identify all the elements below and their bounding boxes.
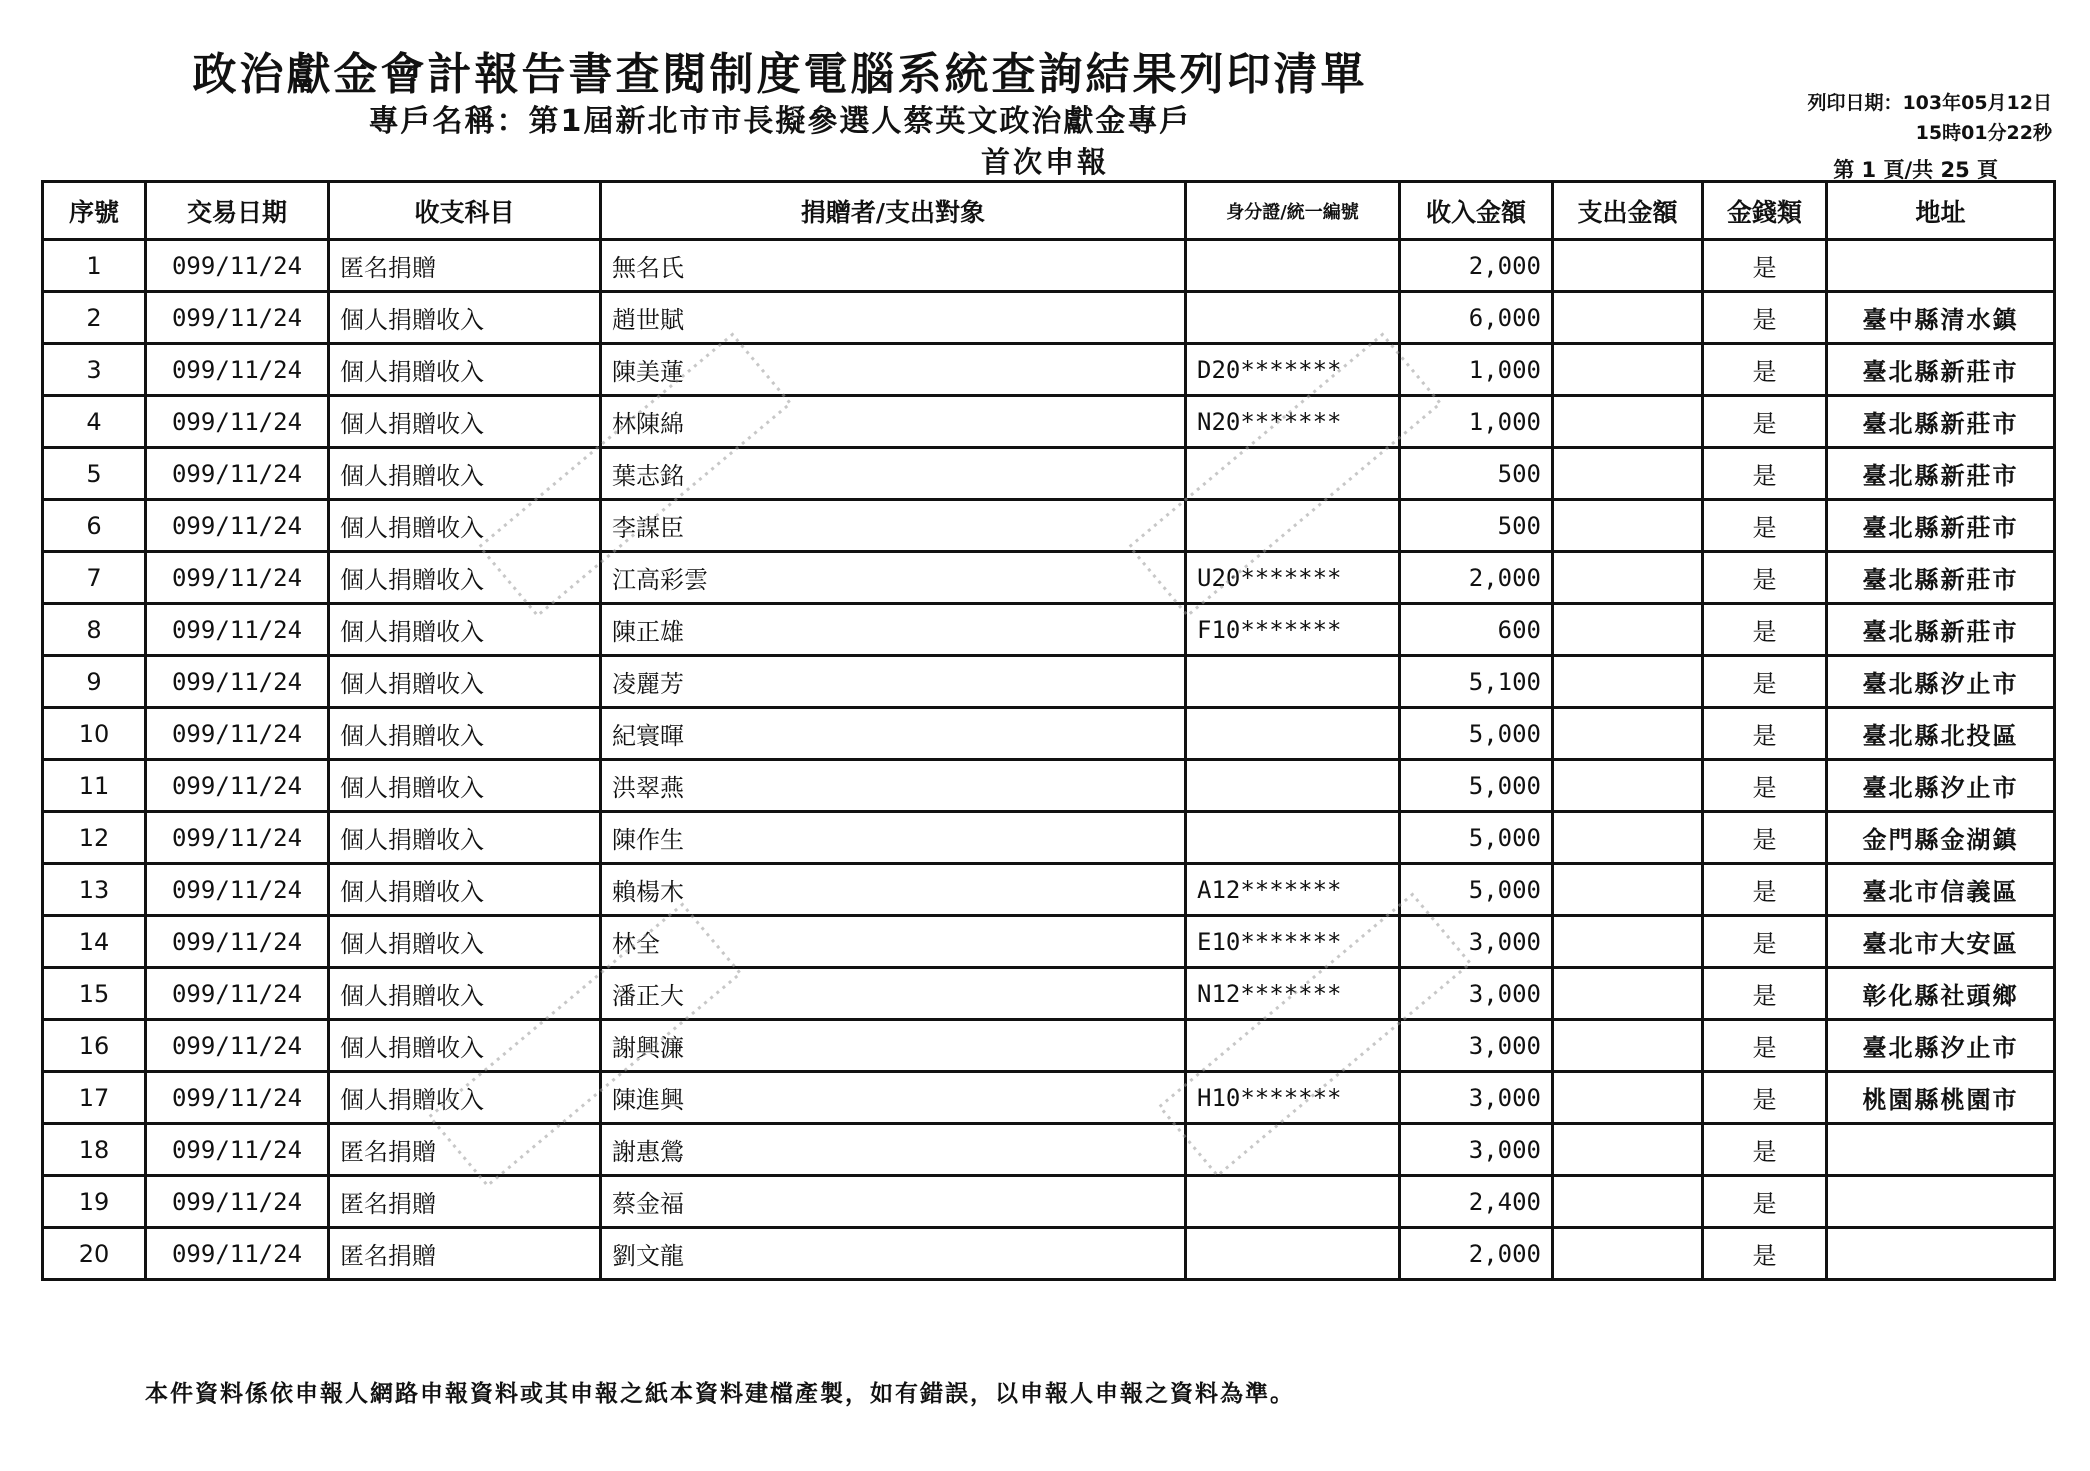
table-row	[43, 1020, 2055, 1072]
cell-donor: 凌麗芳	[601, 656, 1186, 708]
cell-category: 個人捐贈收入	[329, 1072, 601, 1124]
cell-no: 1	[43, 240, 146, 292]
table-row	[43, 968, 2055, 1020]
cell-cash: 是	[1703, 708, 1827, 760]
print-time-line2: 15時01分22秒	[1915, 122, 2052, 144]
cell-cash: 是	[1703, 812, 1827, 864]
cell-date: 099/11/24	[146, 604, 329, 656]
cell-date: 099/11/24	[146, 1124, 329, 1176]
cell-donor: 賴楊木	[601, 864, 1186, 916]
cell-date: 099/11/24	[146, 968, 329, 1020]
cell-address	[1827, 1176, 2055, 1228]
cell-cash: 是	[1703, 292, 1827, 344]
cell-id	[1186, 708, 1400, 760]
cell-id: F10*******	[1186, 604, 1400, 656]
cell-id	[1186, 656, 1400, 708]
cell-category: 個人捐贈收入	[329, 604, 601, 656]
cell-address: 臺北縣新莊市	[1827, 500, 2055, 552]
cell-income: 5,000	[1400, 812, 1553, 864]
cell-date: 099/11/24	[146, 240, 329, 292]
cell-donor: 陳美蓮	[601, 344, 1186, 396]
cell-donor: 陳作生	[601, 812, 1186, 864]
cell-income: 500	[1400, 500, 1553, 552]
cell-expense	[1553, 604, 1703, 656]
filing-type: 首次申報	[980, 145, 1109, 179]
cell-address	[1827, 1228, 2055, 1280]
cell-expense	[1553, 1020, 1703, 1072]
cell-donor: 潘正大	[601, 968, 1186, 1020]
table-row	[43, 240, 2055, 292]
cell-date: 099/11/24	[146, 760, 329, 812]
cell-address: 臺北市大安區	[1827, 916, 2055, 968]
cell-date: 099/11/24	[146, 1228, 329, 1280]
table-row	[43, 1072, 2055, 1124]
cell-no: 4	[43, 396, 146, 448]
cell-id: E10*******	[1186, 916, 1400, 968]
cell-date: 099/11/24	[146, 500, 329, 552]
cell-category: 匿名捐贈	[329, 1176, 601, 1228]
cell-no: 7	[43, 552, 146, 604]
cell-cash: 是	[1703, 500, 1827, 552]
cell-id	[1186, 500, 1400, 552]
cell-date: 099/11/24	[146, 396, 329, 448]
cell-category: 個人捐贈收入	[329, 396, 601, 448]
table-row	[43, 552, 2055, 604]
cell-no: 9	[43, 656, 146, 708]
cell-date: 099/11/24	[146, 656, 329, 708]
cell-id	[1186, 760, 1400, 812]
cell-address: 臺北縣新莊市	[1827, 344, 2055, 396]
cell-income: 5,000	[1400, 760, 1553, 812]
cell-id	[1186, 1228, 1400, 1280]
table-row	[43, 500, 2055, 552]
cell-date: 099/11/24	[146, 1176, 329, 1228]
cell-address: 臺北縣新莊市	[1827, 604, 2055, 656]
cell-category: 個人捐贈收入	[329, 344, 601, 396]
cell-no: 11	[43, 760, 146, 812]
cell-date: 099/11/24	[146, 812, 329, 864]
cell-income: 2,000	[1400, 1228, 1553, 1280]
cell-expense	[1553, 1228, 1703, 1280]
cell-id: U20*******	[1186, 552, 1400, 604]
cell-expense	[1553, 916, 1703, 968]
col-header-date: 交易日期	[146, 182, 329, 240]
col-header-category: 收支科目	[329, 182, 601, 240]
cell-donor: 蔡金福	[601, 1176, 1186, 1228]
cell-date: 099/11/24	[146, 448, 329, 500]
footnote: 本件資料係依申報人網路申報資料或其申報之紙本資料建檔產製，如有錯誤，以申報人申報之資料為準。	[145, 1381, 1295, 1407]
cell-address: 臺北縣北投區	[1827, 708, 2055, 760]
cell-address: 金門縣金湖鎮	[1827, 812, 2055, 864]
cell-no: 15	[43, 968, 146, 1020]
cell-id	[1186, 292, 1400, 344]
cell-id: N12*******	[1186, 968, 1400, 1020]
cell-address: 彰化縣社頭鄉	[1827, 968, 2055, 1020]
table-row	[43, 1124, 2055, 1176]
cell-address	[1827, 240, 2055, 292]
cell-category: 個人捐贈收入	[329, 292, 601, 344]
cell-expense	[1553, 812, 1703, 864]
cell-no: 3	[43, 344, 146, 396]
cell-category: 個人捐贈收入	[329, 708, 601, 760]
cell-donor: 陳進興	[601, 1072, 1186, 1124]
cell-donor: 無名氏	[601, 240, 1186, 292]
cell-income: 5,000	[1400, 708, 1553, 760]
cell-id	[1186, 812, 1400, 864]
cell-no: 5	[43, 448, 146, 500]
col-header-address: 地址	[1827, 182, 2055, 240]
cell-expense	[1553, 552, 1703, 604]
cell-donor: 劉文龍	[601, 1228, 1186, 1280]
cell-id	[1186, 1176, 1400, 1228]
cell-income: 500	[1400, 448, 1553, 500]
cell-donor: 葉志銘	[601, 448, 1186, 500]
cell-id: H10*******	[1186, 1072, 1400, 1124]
print-date	[1807, 88, 2052, 148]
cell-id: D20*******	[1186, 344, 1400, 396]
cell-category: 匿名捐贈	[329, 240, 601, 292]
cell-category: 個人捐贈收入	[329, 968, 601, 1020]
cell-income: 3,000	[1400, 916, 1553, 968]
page-indicator: 第 1 頁/共 25 頁	[1833, 158, 1998, 182]
cell-date: 099/11/24	[146, 552, 329, 604]
table-row	[43, 708, 2055, 760]
cell-expense	[1553, 292, 1703, 344]
table-row	[43, 812, 2055, 864]
cell-id	[1186, 240, 1400, 292]
col-header-no: 序號	[43, 182, 146, 240]
cell-date: 099/11/24	[146, 344, 329, 396]
cell-cash: 是	[1703, 1176, 1827, 1228]
table-row	[43, 448, 2055, 500]
cell-no: 6	[43, 500, 146, 552]
cell-no: 8	[43, 604, 146, 656]
cell-category: 個人捐贈收入	[329, 916, 601, 968]
col-header-id: 身分證/統一編號	[1186, 182, 1400, 240]
cell-address: 臺北縣汐止市	[1827, 1020, 2055, 1072]
cell-donor: 江高彩雲	[601, 552, 1186, 604]
cell-income: 1,000	[1400, 344, 1553, 396]
cell-category: 匿名捐贈	[329, 1124, 601, 1176]
cell-no: 14	[43, 916, 146, 968]
cell-expense	[1553, 760, 1703, 812]
cell-expense	[1553, 656, 1703, 708]
cell-expense	[1553, 1124, 1703, 1176]
cell-expense	[1553, 708, 1703, 760]
cell-id	[1186, 1020, 1400, 1072]
cell-cash: 是	[1703, 552, 1827, 604]
cell-income: 1,000	[1400, 396, 1553, 448]
table-row	[43, 656, 2055, 708]
cell-id	[1186, 1124, 1400, 1176]
cell-id: N20*******	[1186, 396, 1400, 448]
cell-donor: 陳正雄	[601, 604, 1186, 656]
cell-cash: 是	[1703, 1124, 1827, 1176]
cell-address: 臺北縣汐止市	[1827, 656, 2055, 708]
cell-income: 3,000	[1400, 1124, 1553, 1176]
cell-address: 臺中縣清水鎮	[1827, 292, 2055, 344]
cell-cash: 是	[1703, 760, 1827, 812]
cell-cash: 是	[1703, 1020, 1827, 1072]
cell-no: 2	[43, 292, 146, 344]
cell-date: 099/11/24	[146, 1020, 329, 1072]
cell-donor: 林全	[601, 916, 1186, 968]
cell-address: 桃園縣桃園市	[1827, 1072, 2055, 1124]
table-row	[43, 604, 2055, 656]
cell-category: 個人捐贈收入	[329, 500, 601, 552]
cell-income: 2,400	[1400, 1176, 1553, 1228]
cell-cash: 是	[1703, 656, 1827, 708]
cell-cash: 是	[1703, 1228, 1827, 1280]
cell-category: 匿名捐贈	[329, 1228, 601, 1280]
cell-no: 18	[43, 1124, 146, 1176]
cell-donor: 謝惠鶯	[601, 1124, 1186, 1176]
col-header-expense: 支出金額	[1553, 182, 1703, 240]
cell-expense	[1553, 344, 1703, 396]
cell-id: A12*******	[1186, 864, 1400, 916]
cell-cash: 是	[1703, 448, 1827, 500]
cell-category: 個人捐贈收入	[329, 812, 601, 864]
cell-income: 2,000	[1400, 552, 1553, 604]
cell-date: 099/11/24	[146, 708, 329, 760]
cell-expense	[1553, 1176, 1703, 1228]
cell-date: 099/11/24	[146, 292, 329, 344]
table-row	[43, 1176, 2055, 1228]
cell-category: 個人捐贈收入	[329, 760, 601, 812]
cell-expense	[1553, 864, 1703, 916]
cell-cash: 是	[1703, 916, 1827, 968]
donation-table	[41, 180, 2056, 1281]
cell-address: 臺北市信義區	[1827, 864, 2055, 916]
cell-date: 099/11/24	[146, 916, 329, 968]
cell-cash: 是	[1703, 968, 1827, 1020]
cell-date: 099/11/24	[146, 864, 329, 916]
account-name: 專戶名稱：第1屆新北市市長擬參選人蔡英文政治獻金專戶	[368, 104, 1192, 139]
col-header-income: 收入金額	[1400, 182, 1553, 240]
cell-cash: 是	[1703, 240, 1827, 292]
print-date-line1: 列印日期：103年05月12日	[1807, 92, 2052, 114]
cell-no: 10	[43, 708, 146, 760]
cell-cash: 是	[1703, 864, 1827, 916]
table-row	[43, 396, 2055, 448]
cell-expense	[1553, 448, 1703, 500]
table-row	[43, 344, 2055, 396]
cell-date: 099/11/24	[146, 1072, 329, 1124]
col-header-donor: 捐贈者/支出對象	[601, 182, 1186, 240]
cell-no: 13	[43, 864, 146, 916]
table-row	[43, 1228, 2055, 1280]
table-row	[43, 916, 2055, 968]
cell-no: 16	[43, 1020, 146, 1072]
table-row	[43, 864, 2055, 916]
cell-donor: 紀寰暉	[601, 708, 1186, 760]
cell-income: 3,000	[1400, 968, 1553, 1020]
cell-income: 6,000	[1400, 292, 1553, 344]
cell-income: 3,000	[1400, 1020, 1553, 1072]
cell-no: 17	[43, 1072, 146, 1124]
cell-cash: 是	[1703, 604, 1827, 656]
cell-address	[1827, 1124, 2055, 1176]
cell-expense	[1553, 240, 1703, 292]
cell-income: 3,000	[1400, 1072, 1553, 1124]
cell-address: 臺北縣汐止市	[1827, 760, 2055, 812]
cell-cash: 是	[1703, 1072, 1827, 1124]
cell-cash: 是	[1703, 396, 1827, 448]
cell-income: 600	[1400, 604, 1553, 656]
cell-address: 臺北縣新莊市	[1827, 448, 2055, 500]
cell-category: 個人捐贈收入	[329, 448, 601, 500]
table-row	[43, 760, 2055, 812]
cell-no: 19	[43, 1176, 146, 1228]
cell-donor: 林陳綿	[601, 396, 1186, 448]
cell-expense	[1553, 396, 1703, 448]
cell-expense	[1553, 1072, 1703, 1124]
cell-donor: 洪翠燕	[601, 760, 1186, 812]
cell-donor: 李謀臣	[601, 500, 1186, 552]
cell-cash: 是	[1703, 344, 1827, 396]
cell-donor: 趙世賦	[601, 292, 1186, 344]
cell-id	[1186, 448, 1400, 500]
table-row	[43, 292, 2055, 344]
cell-category: 個人捐贈收入	[329, 656, 601, 708]
cell-address: 臺北縣新莊市	[1827, 552, 2055, 604]
cell-expense	[1553, 968, 1703, 1020]
table-header-row	[43, 182, 2055, 240]
cell-category: 個人捐贈收入	[329, 864, 601, 916]
cell-income: 5,100	[1400, 656, 1553, 708]
cell-category: 個人捐贈收入	[329, 1020, 601, 1072]
cell-no: 20	[43, 1228, 146, 1280]
col-header-cash: 金錢類	[1703, 182, 1827, 240]
cell-expense	[1553, 500, 1703, 552]
cell-category: 個人捐贈收入	[329, 552, 601, 604]
cell-no: 12	[43, 812, 146, 864]
cell-income: 5,000	[1400, 864, 1553, 916]
cell-income: 2,000	[1400, 240, 1553, 292]
cell-address: 臺北縣新莊市	[1827, 396, 2055, 448]
cell-donor: 謝興濂	[601, 1020, 1186, 1072]
report-title: 政治獻金會計報告書查閱制度電腦系統查詢結果列印清單	[192, 49, 1368, 100]
